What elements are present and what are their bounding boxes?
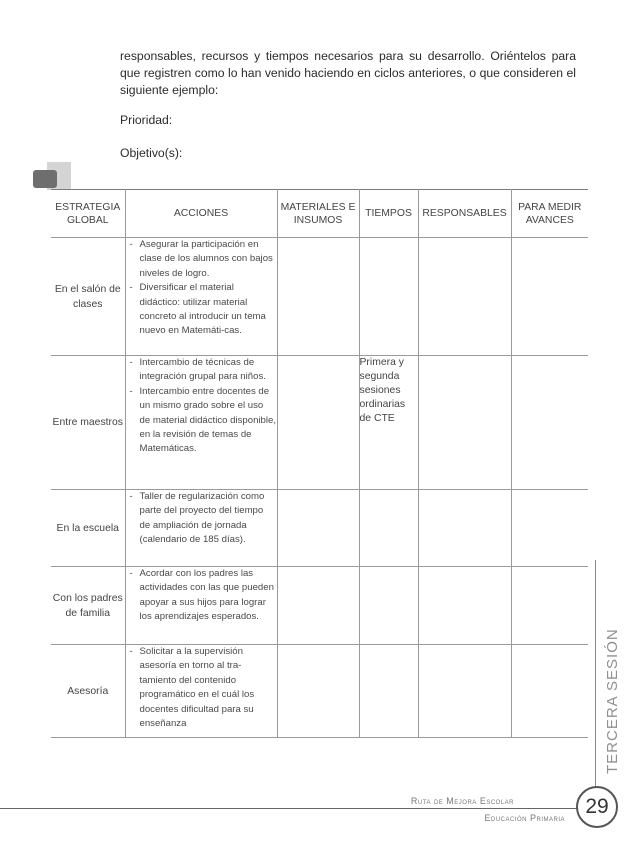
responsible-cell bbox=[418, 490, 511, 567]
footer-subtitle: Educación Primaria bbox=[484, 813, 565, 823]
times-cell bbox=[359, 238, 418, 356]
materials-cell bbox=[277, 645, 359, 738]
header-materials: MATERIALES E INSUMOS bbox=[277, 190, 359, 238]
table-row bbox=[51, 645, 588, 738]
action-item: - Intercambio de técnicas de integración grupal para niños. bbox=[126, 356, 277, 385]
decorative-tab-icon bbox=[33, 162, 73, 192]
actions-cell bbox=[125, 356, 277, 490]
strategy-cell: Entre maestros bbox=[51, 356, 125, 490]
action-item: - Taller de regularización como parte del proyecto del tiempo de ampliación de jornada (calendario de 185 días). bbox=[126, 490, 277, 548]
strategy-cell: En la escuela bbox=[51, 490, 125, 567]
strategy-cell: Con los padres de familia bbox=[51, 567, 125, 645]
materials-cell bbox=[277, 490, 359, 567]
measure-cell bbox=[511, 567, 588, 645]
times-cell bbox=[359, 490, 418, 567]
table-row bbox=[51, 238, 588, 356]
actions-cell bbox=[125, 238, 277, 356]
strategy-cell: Asesoría bbox=[51, 645, 125, 738]
responsible-cell bbox=[418, 238, 511, 356]
measure-cell bbox=[511, 645, 588, 738]
times-cell bbox=[359, 645, 418, 738]
responsible-cell bbox=[418, 567, 511, 645]
table-row bbox=[51, 490, 588, 567]
materials-cell bbox=[277, 356, 359, 490]
header-measure: PARA MEDIR AVANCES bbox=[511, 190, 588, 238]
footer-divider bbox=[0, 808, 600, 809]
objetivo-label: Objetivo(s): bbox=[120, 146, 183, 160]
action-item: - Diversificar el material didáctico: utilizar material concreto al introducir un tema nuevo en Matemáti-cas. bbox=[126, 281, 277, 339]
side-divider bbox=[595, 560, 596, 800]
header-responsible: RESPONSABLES bbox=[418, 190, 511, 238]
action-item: - Asegurar la participación en clase de los alumnos con bajos niveles de logro. bbox=[126, 238, 277, 281]
page-number: 29 bbox=[576, 786, 618, 828]
measure-cell bbox=[511, 238, 588, 356]
actions-cell bbox=[125, 645, 277, 738]
table-header-row bbox=[51, 190, 588, 238]
materials-cell bbox=[277, 238, 359, 356]
action-item: - Intercambio entre docentes de un mismo grado sobre el uso de material didáctico disponible, en la revisión de temas de Matemáticas. bbox=[126, 385, 277, 457]
materials-cell bbox=[277, 567, 359, 645]
prioridad-label: Prioridad: bbox=[120, 113, 173, 127]
times-cell: Primera y segunda sesiones ordinarias de CTE bbox=[359, 356, 418, 490]
action-item: - Solicitar a la supervisión asesoría en torno al tra-tamiento del contenido programático en el cuál los docentes dificultad para su enseñanza bbox=[126, 645, 277, 731]
actions-cell bbox=[125, 490, 277, 567]
responsible-cell bbox=[418, 645, 511, 738]
intro-paragraph: responsables, recursos y tiempos necesarios para su desarrollo. Oriéntelos para que registren como lo han venido haciendo en ciclos anteriores, o que consideren el siguiente ejemplo: bbox=[120, 49, 576, 97]
footer-title: Ruta de Mejora Escolar bbox=[410, 796, 514, 806]
table-row bbox=[51, 567, 588, 645]
measure-cell bbox=[511, 356, 588, 490]
side-section-title: TERCERA SESIÓN bbox=[604, 628, 621, 774]
responsible-cell bbox=[418, 356, 511, 490]
measure-cell bbox=[511, 490, 588, 567]
table-row bbox=[51, 356, 588, 490]
strategy-cell: En el salón de clases bbox=[51, 238, 125, 356]
actions-cell bbox=[125, 567, 277, 645]
times-cell bbox=[359, 567, 418, 645]
strategy-table bbox=[51, 189, 588, 738]
header-strategy: ESTRATEGIA GLOBAL bbox=[51, 190, 125, 238]
action-item: - Acordar con los padres las actividades con las que pueden apoyar a sus hijos para lograr los aprendizajes esperados. bbox=[126, 567, 277, 625]
header-actions: ACCIONES bbox=[125, 190, 277, 238]
header-times: TIEMPOS bbox=[359, 190, 418, 238]
